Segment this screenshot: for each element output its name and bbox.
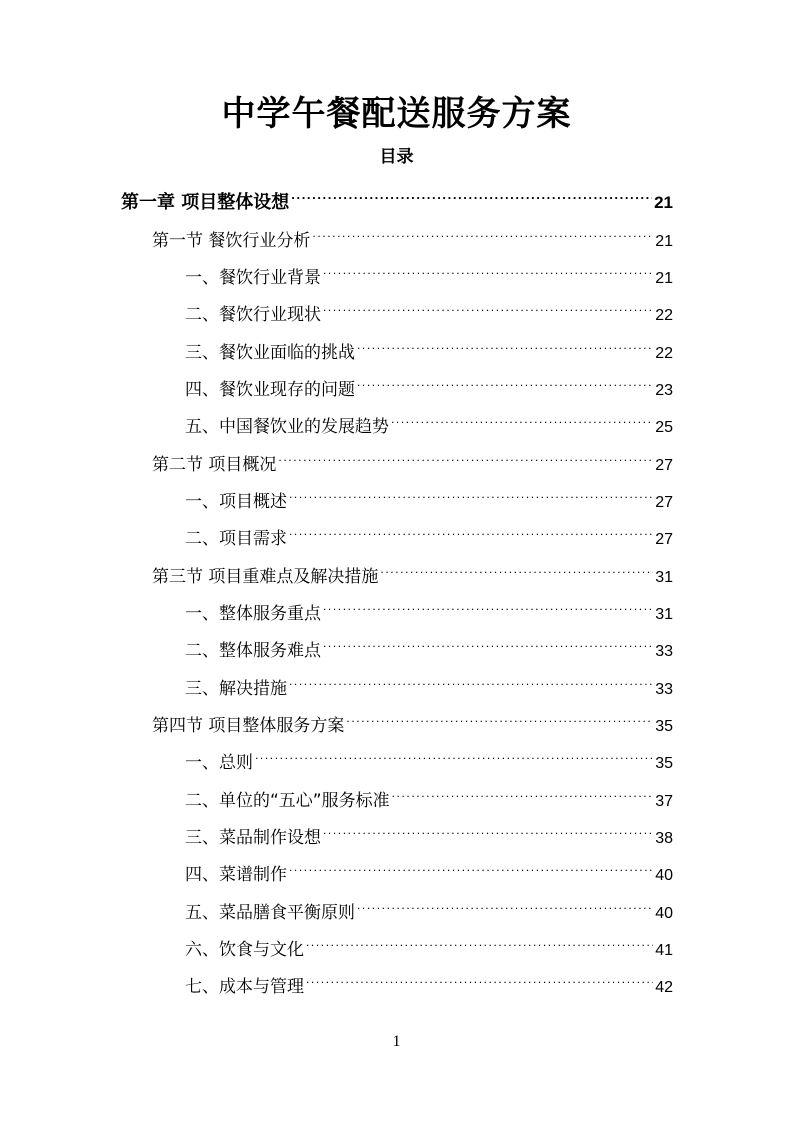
toc-dot-leader bbox=[312, 216, 653, 246]
toc-entry-page: 23 bbox=[655, 382, 673, 399]
toc-entry-label: 第二节 项目概况 bbox=[152, 455, 277, 475]
toc-entry-page: 38 bbox=[655, 830, 673, 847]
toc-dot-leader bbox=[255, 738, 653, 768]
toc-entry-subsection[interactable] bbox=[185, 589, 673, 624]
toc-entry-label: 二、餐饮行业现状 bbox=[185, 305, 321, 325]
toc-entry-label: 三、解决措施 bbox=[185, 679, 287, 699]
toc-dot-leader bbox=[289, 477, 653, 507]
toc-dot-leader bbox=[391, 402, 653, 432]
toc-entry-label: 一、总则 bbox=[185, 753, 253, 773]
toc-dot-leader bbox=[289, 850, 653, 880]
toc-entry-label: 三、餐饮业面临的挑战 bbox=[185, 343, 355, 363]
toc-dot-leader bbox=[357, 888, 653, 918]
toc-dot-leader bbox=[357, 365, 653, 395]
toc-entry-chapter-1[interactable] bbox=[121, 178, 673, 213]
toc-entry-subsection[interactable] bbox=[185, 850, 673, 885]
toc-entry-page: 27 bbox=[655, 531, 673, 548]
toc-dot-leader bbox=[380, 552, 653, 582]
toc-entry-page: 22 bbox=[655, 345, 673, 362]
toc-entry-label: 四、菜谱制作 bbox=[185, 865, 287, 885]
toc-dot-leader bbox=[323, 290, 653, 320]
toc-entry-subsection[interactable] bbox=[185, 328, 673, 363]
toc-entry-label: 一、项目概述 bbox=[185, 492, 287, 512]
toc-entry-page: 35 bbox=[655, 755, 673, 772]
toc-entry-page: 40 bbox=[655, 905, 673, 922]
toc-entry-section[interactable] bbox=[152, 216, 673, 251]
toc-entry-subsection[interactable] bbox=[185, 365, 673, 400]
toc-entry-subsection[interactable] bbox=[185, 664, 673, 699]
toc-entry-label: 六、饮食与文化 bbox=[185, 940, 304, 960]
toc-entry-page: 37 bbox=[655, 793, 673, 810]
toc-entry-subsection[interactable] bbox=[185, 290, 673, 325]
toc-entry-subsection[interactable] bbox=[185, 402, 673, 437]
toc-entry-label: 七、成本与管理 bbox=[185, 977, 304, 997]
toc-entry-page: 33 bbox=[655, 681, 673, 698]
toc-entry-page: 40 bbox=[655, 867, 673, 884]
toc-entry-label: 二、项目需求 bbox=[185, 529, 287, 549]
toc-entry-subsection[interactable] bbox=[185, 477, 673, 512]
toc-entry-label: 四、餐饮业现存的问题 bbox=[185, 380, 355, 400]
toc-entry-subsection[interactable] bbox=[185, 776, 673, 811]
toc-entry-label: 第三节 项目重难点及解决措施 bbox=[152, 567, 379, 587]
toc-dot-leader bbox=[323, 813, 653, 843]
toc-entry-page: 27 bbox=[655, 457, 673, 474]
toc-entry-subsection[interactable] bbox=[185, 738, 673, 773]
toc-dot-leader bbox=[278, 440, 653, 470]
toc-dot-leader bbox=[289, 664, 653, 694]
toc-entry-label: 二、单位的“五心”服务标准 bbox=[185, 791, 390, 811]
toc-entry-page: 35 bbox=[655, 718, 673, 735]
toc-entry-label: 三、菜品制作设想 bbox=[185, 828, 321, 848]
toc-entry-page: 27 bbox=[655, 494, 673, 511]
toc-entry-page: 22 bbox=[655, 307, 673, 324]
toc-entry-label: 五、菜品膳食平衡原则 bbox=[185, 903, 355, 923]
toc-dot-leader bbox=[323, 253, 653, 283]
toc-dot-leader bbox=[289, 514, 653, 544]
toc-entry-subsection[interactable] bbox=[185, 514, 673, 549]
toc-dot-leader bbox=[323, 589, 653, 619]
toc-entry-page: 31 bbox=[655, 569, 673, 586]
toc-entry-label: 一、整体服务重点 bbox=[185, 604, 321, 624]
toc-dot-leader bbox=[323, 626, 653, 656]
toc-dot-leader bbox=[346, 701, 653, 731]
toc-entry-label: 五、中国餐饮业的发展趋势 bbox=[185, 417, 389, 437]
toc-entry-subsection[interactable] bbox=[185, 888, 673, 923]
toc-entry-label: 第一节 餐饮行业分析 bbox=[152, 231, 311, 251]
toc-dot-leader bbox=[306, 962, 653, 992]
toc-entry-subsection[interactable] bbox=[185, 813, 673, 848]
toc-entry-section[interactable] bbox=[152, 701, 673, 736]
toc-entry-label: 第一章 项目整体设想 bbox=[121, 192, 290, 213]
toc-entry-page: 31 bbox=[655, 606, 673, 623]
toc-entry-label: 一、餐饮行业背景 bbox=[185, 268, 321, 288]
toc-entry-section[interactable] bbox=[152, 552, 673, 587]
toc-entry-subsection[interactable] bbox=[185, 253, 673, 288]
toc-entry-subsection[interactable] bbox=[185, 626, 673, 661]
document-title: 中学午餐配送服务方案 bbox=[221, 94, 572, 134]
page-number: 1 bbox=[392, 1033, 401, 1050]
toc-entry-page: 21 bbox=[654, 193, 673, 212]
toc-entry-page: 21 bbox=[655, 233, 673, 250]
toc-dot-leader bbox=[392, 776, 654, 806]
toc-dot-leader bbox=[357, 328, 653, 358]
toc-entry-page: 25 bbox=[655, 419, 673, 436]
toc-entry-page: 42 bbox=[655, 979, 673, 996]
toc-entry-subsection[interactable] bbox=[185, 925, 673, 960]
toc-dot-leader bbox=[306, 925, 653, 955]
toc-entry-page: 21 bbox=[655, 270, 673, 287]
toc-entry-label: 第四节 项目整体服务方案 bbox=[152, 716, 345, 736]
toc-entry-label: 二、整体服务难点 bbox=[185, 641, 321, 661]
toc-entry-section[interactable] bbox=[152, 440, 673, 475]
toc-entry-page: 33 bbox=[655, 643, 673, 660]
toc-entry-subsection[interactable] bbox=[185, 962, 673, 997]
toc-heading: 目录 bbox=[379, 147, 414, 167]
toc-dot-leader bbox=[291, 178, 652, 208]
toc-entry-page: 41 bbox=[655, 942, 673, 959]
